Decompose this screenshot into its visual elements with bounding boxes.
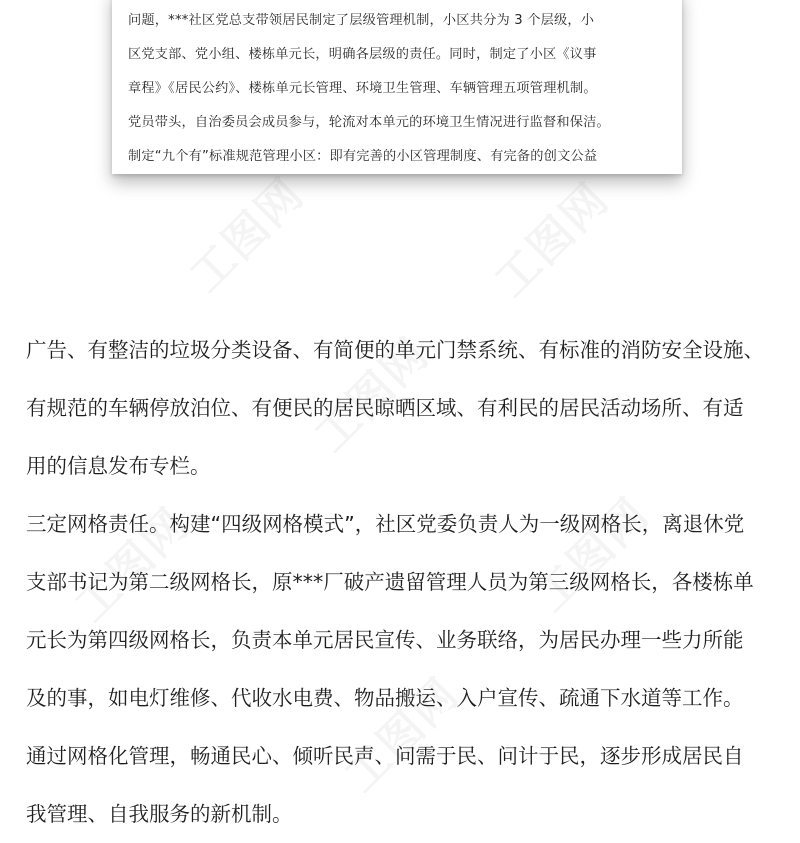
body-text (0, 321, 800, 843)
text-line: 及的事，如电灯维修、代收水电费、物品搬运、入户宣传、疏通下水道等工作。 (26, 686, 744, 710)
preview-line: 问题，***社区党总支带领居民制定了层级管理机制，小区共分为 3 个层级，小 (128, 13, 595, 28)
preview-line: 党员带头，自治委员会成员参与，轮流对本单元的环境卫生情况进行监督和保洁。 (128, 115, 610, 130)
text-line: 有规范的车辆停放泊位、有便民的居民晾晒区域、有利民的居民活动场所、有适 (26, 396, 744, 420)
watermark (478, 166, 621, 309)
watermark (173, 161, 316, 304)
preview-line: 制定“九个有”标准规范管理小区：即有完善的小区管理制度、有完备的创文公益 (128, 149, 598, 164)
text-line: 支部书记为第二级网格长，原***厂破产遗留管理人员为第三级网格长，各楼栋单 (26, 570, 754, 594)
text-line: 通过网格化管理，畅通民心、倾听民声、问需于民、问计于民，逐步形成居民自 (26, 744, 744, 768)
text-line: 三定网格责任。构建“四级网格模式”，社区党委负责人为一级网格长，离退休党 (26, 512, 745, 536)
document-preview-card (112, 0, 682, 174)
text-line: 我管理、自我服务的新机制。 (26, 802, 293, 826)
text-line: 广告、有整洁的垃圾分类设备、有简便的单元门禁系统、有标准的消防安全设施、 (26, 338, 764, 362)
text-line: 用的信息发布专栏。 (26, 454, 211, 478)
document-preview-text (128, 4, 666, 174)
text-line: 元长为第四级网格长，负责本单元居民宣传、业务联络，为居民办理一些力所能 (26, 628, 744, 652)
preview-line: 章程》《居民公约》、楼栋单元长管理、环境卫生管理、车辆管理五项管理机制。 (128, 81, 597, 96)
preview-line: 区党支部、党小组、楼栋单元长，明确各层级的责任。同时，制定了小区《议事 (128, 47, 597, 62)
